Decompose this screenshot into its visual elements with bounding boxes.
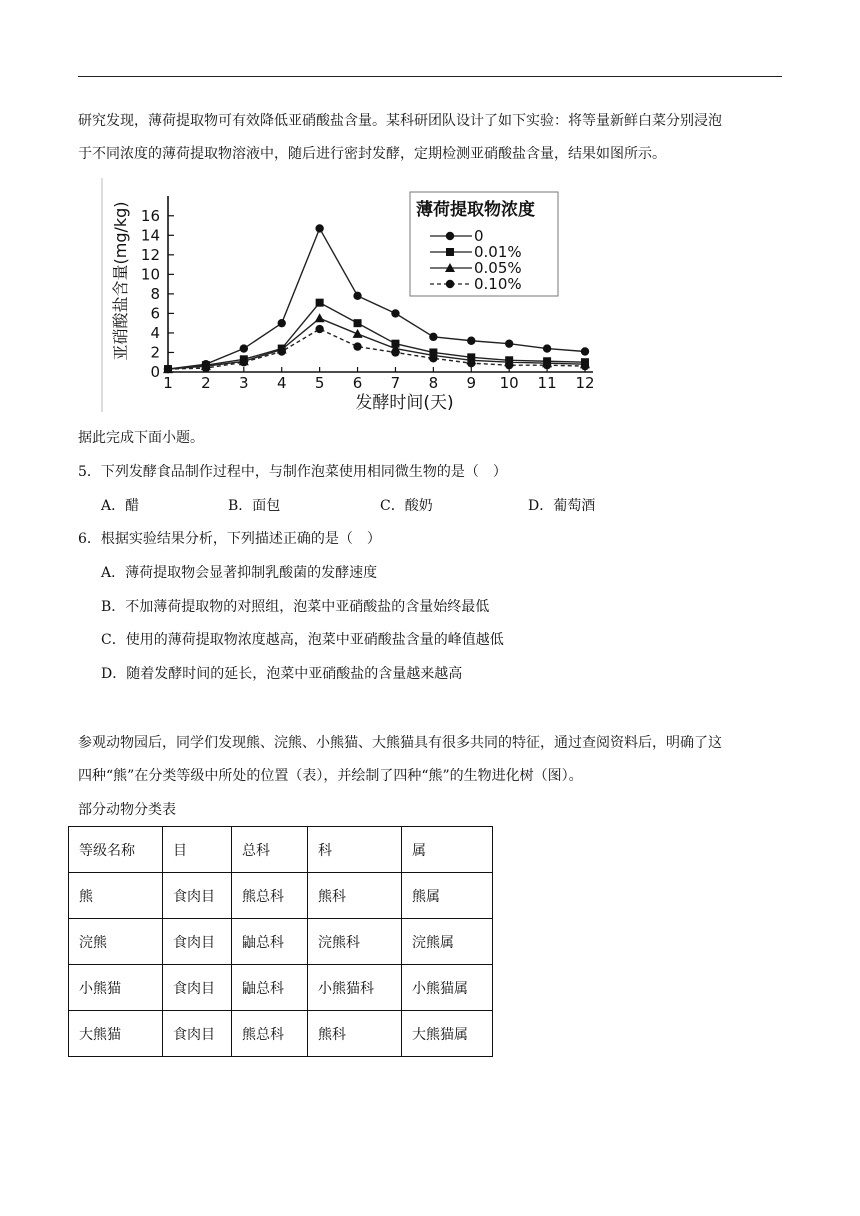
intro-line-1: 研究发现，薄荷提取物可有效降低亚硝酸盐含量。某科研团队设计了如下实验：将等量新鲜白菜分别浸泡 — [78, 113, 722, 129]
table-cell: 小熊猫属 — [402, 965, 493, 1011]
x-tick-label: 10 — [499, 374, 519, 392]
table-cell: 浣熊 — [69, 919, 163, 965]
header-cell: 等级名称 — [69, 827, 163, 873]
legend-label-2: 0.05% — [474, 259, 522, 277]
table-cell: 食肉目 — [163, 873, 232, 919]
table-row — [69, 965, 493, 1011]
x-tick-label: 8 — [428, 374, 439, 392]
x-tick-label: 7 — [390, 374, 401, 392]
table-cell: 熊属 — [402, 873, 493, 919]
y-axis-label: 亚硝酸盐含量(mg/kg) — [111, 201, 130, 361]
y-tick-label: 12 — [140, 245, 160, 264]
data-point-s3-x6 — [353, 342, 361, 350]
table-cell: 食肉目 — [163, 1011, 232, 1057]
table-cell: 浣熊科 — [308, 919, 402, 965]
data-point-s3-x1 — [164, 365, 172, 373]
data-point-s3-x12 — [581, 362, 589, 370]
header-cell: 科 — [308, 827, 402, 873]
y-tick-label: 16 — [140, 206, 160, 225]
x-tick-label: 5 — [314, 374, 325, 392]
bears-line-2: 四种“熊”在分类等级中所处的位置（表），并绘制了四种“熊”的生物进化树（图）。 — [78, 768, 583, 784]
question-5-stem: 5．下列发酵食品制作过程中，与制作泡菜使用相同微生物的是（ ） — [78, 464, 507, 480]
x-tick-label: 11 — [537, 374, 557, 392]
data-point-s3-x9 — [467, 359, 475, 367]
table-cell: 熊科 — [308, 1011, 402, 1057]
data-point-s0-x12 — [581, 347, 589, 355]
nitrite-chart — [96, 172, 626, 418]
x-tick-label: 4 — [276, 374, 287, 392]
x-tick-label: 9 — [466, 374, 477, 392]
table-caption: 部分动物分类表 — [78, 802, 176, 818]
data-point-s2-x5 — [315, 313, 325, 322]
table-row — [69, 919, 493, 965]
y-tick-label: 2 — [150, 343, 160, 362]
x-tick-label: 1 — [163, 374, 173, 392]
data-point-s0-x10 — [505, 339, 513, 347]
data-point-s3-x4 — [278, 347, 286, 355]
header-cell: 总科 — [232, 827, 308, 873]
x-tick-label: 3 — [239, 374, 249, 392]
series-line-1 — [168, 303, 585, 369]
data-point-s2-x6 — [353, 329, 363, 338]
y-tick-label: 14 — [140, 226, 160, 245]
table-cell: 熊科 — [308, 873, 402, 919]
legend-label-1: 0.01% — [474, 243, 522, 261]
y-tick-label: 8 — [150, 284, 160, 303]
table-cell: 大熊猫 — [69, 1011, 163, 1057]
table-cell: 鼬总科 — [232, 919, 308, 965]
data-point-s0-x4 — [278, 319, 286, 327]
data-point-s3-x5 — [315, 325, 323, 333]
data-point-s3-x7 — [391, 348, 399, 356]
q5-option-a[interactable]: A．醋 — [101, 498, 140, 514]
q6-option-b[interactable]: B．不加薄荷提取物的对照组，泡菜中亚硝酸盐的含量始终最低 — [101, 599, 490, 615]
x-tick-label: 2 — [201, 374, 211, 392]
data-point-s3-x2 — [202, 364, 210, 372]
data-point-s0-x3 — [240, 344, 248, 352]
table-cell: 浣熊属 — [402, 919, 493, 965]
x-axis-label: 发酵时间(天) — [355, 393, 454, 413]
table-cell: 大熊猫属 — [402, 1011, 493, 1057]
q5-option-d[interactable]: D．葡萄酒 — [528, 498, 596, 514]
intro-line-2: 于不同浓度的薄荷提取物溶液中，随后进行密封发酵，定期检测亚硝酸盐含量，结果如图所示。 — [78, 146, 666, 162]
table-row — [69, 1011, 493, 1057]
table-cell: 熊 — [69, 873, 163, 919]
data-point-s1-x5 — [316, 299, 324, 307]
q6-option-d[interactable]: D．随着发酵时间的延长，泡菜中亚硝酸盐的含量越来越高 — [101, 666, 463, 682]
data-point-s0-x7 — [391, 309, 399, 317]
table-cell: 熊总科 — [232, 1011, 308, 1057]
q6-option-c[interactable]: C．使用的薄荷提取物浓度越高，泡菜中亚硝酸盐含量的峰值越低 — [101, 632, 504, 648]
table-header-row — [69, 827, 493, 873]
data-point-s0-x11 — [543, 344, 551, 352]
header-cell: 目 — [163, 827, 232, 873]
table-cell: 熊总科 — [232, 873, 308, 919]
y-tick-label: 10 — [140, 265, 160, 284]
header-cell: 属 — [402, 827, 493, 873]
x-tick-label: 6 — [352, 374, 363, 392]
data-point-s3-x3 — [240, 358, 248, 366]
after-chart-text: 据此完成下面小题。 — [78, 430, 204, 446]
table-cell: 食肉目 — [163, 919, 232, 965]
table-cell: 小熊猫科 — [308, 965, 402, 1011]
data-point-s0-x9 — [467, 337, 475, 345]
legend-marker-1 — [446, 248, 454, 256]
table-cell: 鼬总科 — [232, 965, 308, 1011]
q5-option-b[interactable]: B．面包 — [228, 498, 281, 514]
data-point-s0-x6 — [353, 292, 361, 300]
y-tick-label: 4 — [150, 323, 160, 342]
legend-label-0: 0 — [474, 227, 484, 245]
data-point-s0-x5 — [315, 224, 323, 232]
legend-marker-3 — [446, 280, 454, 288]
data-point-s0-x8 — [429, 333, 437, 341]
data-point-s3-x10 — [505, 361, 513, 369]
table-cell: 小熊猫 — [69, 965, 163, 1011]
legend-marker-0 — [446, 232, 454, 240]
q5-option-c[interactable]: C．酸奶 — [380, 498, 433, 514]
table-cell: 食肉目 — [163, 965, 232, 1011]
y-tick-label: 6 — [150, 304, 160, 323]
data-point-s3-x11 — [543, 361, 551, 369]
x-tick-label: 12 — [575, 374, 595, 392]
legend-title: 薄荷提取物浓度 — [416, 200, 535, 220]
bears-line-1: 参观动物园后，同学们发现熊、浣熊、小熊猫、大熊猫具有很多共同的特征，通过查阅资料后，明确了这 — [78, 735, 722, 751]
legend-label-3: 0.10% — [474, 275, 522, 293]
question-6-stem: 6．根据实验结果分析，下列描述正确的是（ ） — [78, 531, 381, 547]
y-tick-label: 0 — [150, 363, 160, 381]
data-point-s3-x8 — [429, 354, 437, 362]
q6-option-a[interactable]: A．薄荷提取物会显著抑制乳酸菌的发酵速度 — [101, 565, 378, 581]
header-rule — [78, 76, 782, 77]
table-row — [69, 873, 493, 919]
data-point-s1-x6 — [354, 319, 362, 327]
taxonomy-table — [68, 826, 493, 1057]
